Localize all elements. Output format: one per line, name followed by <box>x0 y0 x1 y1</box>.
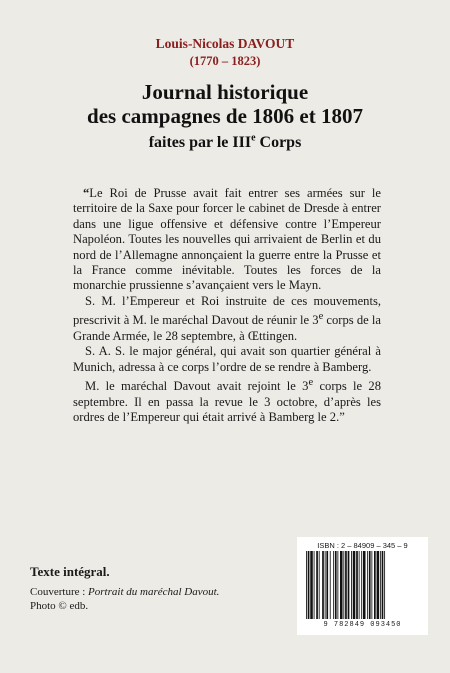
subtitle-superscript: e <box>251 132 256 144</box>
excerpt-paragraph-4: M. le maréchal Davout avait rejoint le 3e corps le 28 septembre. Il en passa la revue le 3 octobre, d’après les ordres de l’Empereur qui était arrivé à Bamberg le 2.” <box>73 377 381 425</box>
author-name: Louis-Nicolas DAVOUT <box>155 36 295 51</box>
barcode-digits: 9 782849 093450 <box>323 621 402 629</box>
author-dates: (1770 – 1823) <box>189 54 261 68</box>
subtitle-suffix: Corps <box>255 134 302 151</box>
barcode-icon <box>304 551 421 619</box>
book-subtitle <box>0 134 450 152</box>
cover-credit-line: Couverture : Portrait du maréchal Davout. <box>30 586 220 598</box>
title-line-1: Journal historique <box>141 80 309 104</box>
excerpt-text <box>73 186 381 425</box>
excerpt-paragraph-3: S. A. S. le major général, qui avait son quartier général à Munich, adressa à ce corps l’ordre de se rendre à Bamberg. <box>73 344 381 374</box>
subtitle-prefix: faites par le III <box>148 134 252 151</box>
opening-quote: “ <box>83 186 90 200</box>
book-title <box>0 80 450 128</box>
excerpt-paragraph-1: “Le Roi de Prusse avait fait entrer ses armées sur le territoire de la Saxe pour forcer le cabinet de Dresde à entrer dans une ligue offensive et défensive contre l’Empereur Napoléon. Toutes les nouvelles qui arrivaient de Berlin et du nord de l’Allemagne annonçaient la guerre entre la Prusse et la France comme inévitable. Toutes les forces de la monarchie prussienne s’avançaient vers le Mayn. <box>73 186 381 293</box>
excerpt-paragraph-2: S. M. l’Empereur et Roi instruite de ces mouvements, prescrivit à M. le maréchal Davout de réunir le 3e corps de la Grande Armée, le 28 septembre, à Œttingen. <box>73 293 381 343</box>
isbn-block <box>297 537 428 635</box>
title-line-2: des campagnes de 1806 et 1807 <box>87 104 363 128</box>
isbn-number: ISBN : 2 – 84909 – 345 – 9 <box>317 541 408 550</box>
cover-credit <box>30 585 219 613</box>
photo-credit: Photo © edb. <box>30 600 89 612</box>
full-text-label: Texte intégral. <box>30 564 110 579</box>
